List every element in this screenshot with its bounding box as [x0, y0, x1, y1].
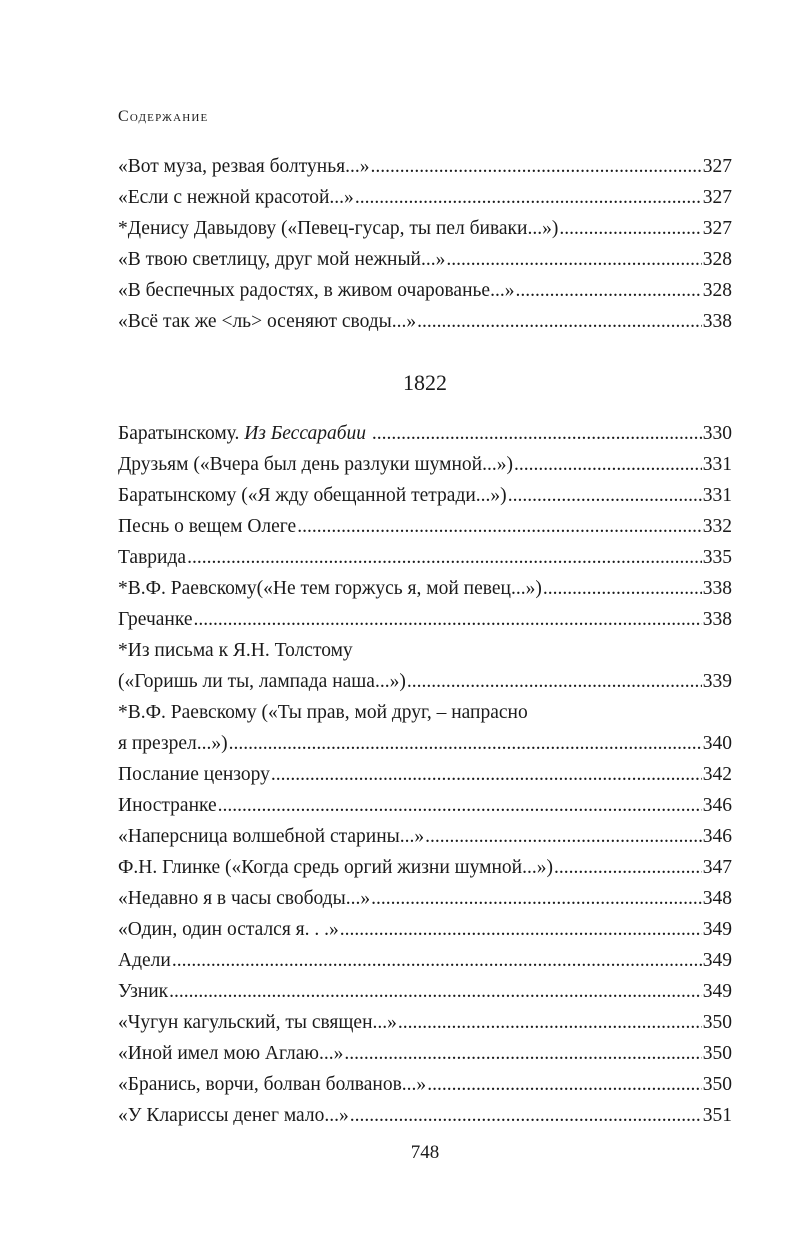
entry-page: 351: [702, 1105, 732, 1126]
dot-leader: [297, 511, 702, 542]
section-year-heading: 1822: [403, 370, 447, 395]
entry-title: Баратынскому («Я жду обещанной тетради...»): [118, 485, 507, 506]
entry-title-roman: Баратынскому.: [118, 423, 245, 444]
dot-leader: [543, 573, 702, 604]
entry-title: «Вот муза, резвая болтунья...»: [118, 156, 370, 177]
entry-title: «В беспечных радостях, в живом очарованье...»: [118, 280, 515, 301]
entry-title: «Если с нежной красотой...»: [118, 187, 354, 208]
entry-title: «Наперсница волшебной старины...»: [118, 826, 425, 847]
entry-title: «В твою светлицу, друг мой нежный...»: [118, 249, 446, 270]
entry-title-line: *В.Ф. Раевскому («Ты прав, мой друг, – напрасно: [118, 702, 528, 723]
dot-leader: [515, 275, 701, 306]
toc-entry: [118, 1069, 732, 1100]
toc-entry: [118, 1100, 732, 1131]
dot-leader: [355, 182, 702, 213]
entry-title: Ф.Н. Глинке («Когда средь оргий жизни шумной...»): [118, 857, 553, 878]
toc-section-2: [118, 418, 732, 1131]
dot-leader: [398, 1007, 702, 1038]
entry-page: 331: [702, 454, 732, 475]
entry-page: 349: [702, 981, 732, 1002]
entry-page: 328: [702, 249, 732, 270]
dot-leader: [172, 945, 702, 976]
entry-title: Гречанке: [118, 609, 193, 630]
entry-title: Послание цензору: [118, 764, 270, 785]
entry-title: «Всё так же <ль> осеняют своды...»: [118, 311, 417, 332]
page-number: 748: [410, 1142, 440, 1163]
entry-title: Таврида: [118, 547, 187, 568]
entry-page: 346: [702, 795, 732, 816]
dot-leader: [187, 542, 702, 573]
entry-title: «Один, один остался я. . .»: [118, 919, 339, 940]
dot-leader: [446, 244, 701, 275]
entry-title: Песнь о вещем Олеге: [118, 516, 297, 537]
dot-leader: [514, 449, 702, 480]
toc-entry: [118, 573, 732, 604]
entry-page: 335: [702, 547, 732, 568]
entry-page: 328: [702, 280, 732, 301]
entry-page: 349: [702, 919, 732, 940]
toc-entry: [118, 821, 732, 852]
dot-leader: [194, 604, 702, 635]
toc-entry: [118, 275, 732, 306]
toc-entry: [118, 604, 732, 635]
entry-title: Друзьям («Вчера был день разлуки шумной...»): [118, 454, 513, 475]
toc-entry: [118, 883, 732, 914]
entry-title: «Недавно я в часы свободы...»: [118, 888, 371, 909]
toc-entry: [118, 449, 732, 480]
toc-entry: [118, 306, 732, 337]
entry-title: *Денису Давыдову («Певец-гусар, ты пел биваки...»): [118, 218, 559, 239]
entry-page: 330: [702, 423, 732, 444]
entry-page: 348: [702, 888, 732, 909]
entry-page: 342: [702, 764, 732, 785]
toc-entry: [118, 542, 732, 573]
entry-page: 349: [702, 950, 732, 971]
entry-title: («Горишь ли ты, лампада наша...»): [118, 671, 406, 692]
toc-entry: [118, 790, 732, 821]
toc-entry: [118, 852, 732, 883]
dot-leader: [559, 213, 701, 244]
dot-leader: [427, 1069, 702, 1100]
entry-page: 350: [702, 1043, 732, 1064]
dot-leader: [554, 852, 702, 883]
toc-entry: [118, 945, 732, 976]
entry-page: 327: [702, 156, 732, 177]
toc-entry: [118, 976, 732, 1007]
dot-leader: [417, 306, 702, 337]
entry-page: 338: [702, 609, 732, 630]
dot-leader: [370, 151, 701, 182]
dot-leader: [350, 1100, 702, 1131]
entry-title: Узник: [118, 981, 169, 1002]
dot-leader: [344, 1038, 701, 1069]
entry-title: [118, 418, 371, 449]
dot-leader: [271, 759, 702, 790]
dot-leader: [425, 821, 702, 852]
entry-page: 347: [702, 857, 732, 878]
entry-page: 327: [702, 218, 732, 239]
toc-entry: [118, 511, 732, 542]
dot-leader: [169, 976, 702, 1007]
entry-title: «Чугун кагульский, ты священ...»: [118, 1012, 397, 1033]
toc-entry: [118, 213, 732, 244]
toc-entry: [118, 182, 732, 213]
dot-leader: [407, 666, 702, 697]
dot-leader: [508, 480, 702, 511]
toc-entry: [118, 151, 732, 182]
entry-page: 339: [702, 671, 732, 692]
dot-leader: [229, 728, 702, 759]
entry-title: Адели: [118, 950, 171, 971]
entry-page: 338: [702, 578, 732, 599]
toc-entry: [118, 418, 732, 449]
toc-section-1: [118, 151, 732, 337]
entry-title-italic: Из Бессарабии: [244, 423, 367, 444]
toc-entry: [118, 728, 732, 759]
entry-title: «Иной имел мою Аглаю...»: [118, 1043, 344, 1064]
dot-leader: [372, 418, 702, 449]
toc-entry: [118, 244, 732, 275]
dot-leader: [371, 883, 702, 914]
entry-page: 340: [702, 733, 732, 754]
entry-title: Иностранке: [118, 795, 217, 816]
toc-entry: [118, 480, 732, 511]
toc-entry-line: [118, 697, 732, 728]
entry-page: 332: [702, 516, 732, 537]
entry-page: 346: [702, 826, 732, 847]
entry-page: 338: [702, 311, 732, 332]
entry-title: я презрел...»): [118, 733, 228, 754]
toc-entry-line: [118, 635, 732, 666]
toc-entry: [118, 759, 732, 790]
toc-entry: [118, 666, 732, 697]
running-header: Содержание: [118, 108, 209, 125]
entry-page: 350: [702, 1074, 732, 1095]
entry-title-line: *Из письма к Я.Н. Толстому: [118, 640, 353, 661]
entry-title: «Бранись, ворчи, болван болванов...»: [118, 1074, 427, 1095]
toc-entry: [118, 1038, 732, 1069]
entry-title: *В.Ф. Раевскому(«Не тем горжусь я, мой певец...»): [118, 578, 542, 599]
entry-title: «У Клариссы денег мало...»: [118, 1105, 349, 1126]
entry-page: 331: [702, 485, 732, 506]
toc-entry: [118, 914, 732, 945]
dot-leader: [340, 914, 702, 945]
entry-page: 350: [702, 1012, 732, 1033]
entry-page: 327: [702, 187, 732, 208]
toc-entry: [118, 1007, 732, 1038]
dot-leader: [218, 790, 702, 821]
